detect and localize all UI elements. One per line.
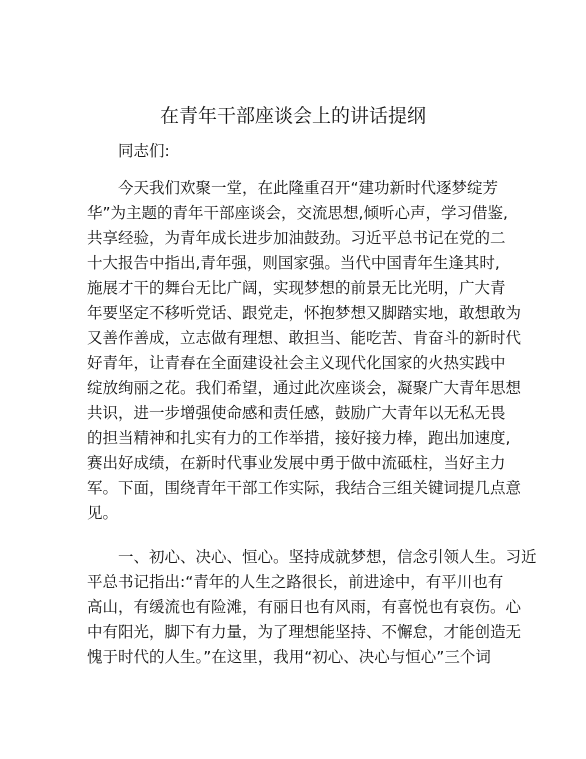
paragraph-line: 今天我们欢聚一堂，在此隆重召开“建功新时代逐梦绽芳 <box>118 179 499 197</box>
salutation: 同志们: <box>118 142 170 160</box>
paragraph-line: 平总书记指出:“青年的人生之路很长，前进途中，有平川也有 <box>87 573 504 591</box>
paragraph-line: 共享经验，为青年成长进步加油鼓劲。习近平总书记在党的二 <box>87 229 506 247</box>
paragraph-line: 的担当精神和扎实有力的工作举措，接好接力棒，跑出加速度, <box>87 429 511 447</box>
paragraph-line: 军。下面，围绕青年干部工作实际，我结合三组关键词提几点意 <box>87 479 522 497</box>
paragraph-line: 施展才干的舞台无比广阔，实现梦想的前景无比光明，广大青 <box>87 279 506 297</box>
paragraph-line: 十大报告中指出,青年强，则国家强。当代中国青年生逢其时, <box>87 254 500 272</box>
paragraph-line: 华”为主题的青年干部座谈会，交流思想,倾听心声，学习借鉴, <box>87 204 508 222</box>
paragraph-line: 见。 <box>87 504 119 522</box>
paragraph-line: 高山，有缓流也有险滩，有丽日也有风雨，有喜悦也有哀伤。心 <box>87 598 522 616</box>
paragraph-line: 一、初心、决心、恒心。坚持成就梦想，信念引领人生。习近 <box>118 548 537 566</box>
paragraph-line: 共识，进一步增强使命感和责任感，鼓励广大青年以无私无畏 <box>87 404 506 422</box>
paragraph-line: 年要坚定不移听党话、跟党走，怀抱梦想又脚踏实地，敢想敢为 <box>87 304 522 322</box>
paragraph-line: 中有阳光，脚下有力量，为了理想能坚持、不懈怠，才能创造无 <box>87 623 522 641</box>
paragraph-line: 好青年，让青春在全面建设社会主义现代化国家的火热实践中 <box>87 354 506 372</box>
paragraph-line: 赛出好成绩，在新时代事业发展中勇于做中流砥柱，当好主力 <box>87 454 506 472</box>
paragraph-line: 愧于时代的人生。”在这里，我用“初心、决心与恒心”三个词 <box>87 648 491 666</box>
paragraph-line: 又善作善成，立志做有理想、敢担当、能吃苦、肯奋斗的新时代 <box>87 329 522 347</box>
paragraph-line: 绽放绚丽之花。我们希望，通过此次座谈会，凝聚广大青年思想 <box>87 379 522 397</box>
document-title: 在青年干部座谈会上的讲话提纲 <box>159 105 426 127</box>
